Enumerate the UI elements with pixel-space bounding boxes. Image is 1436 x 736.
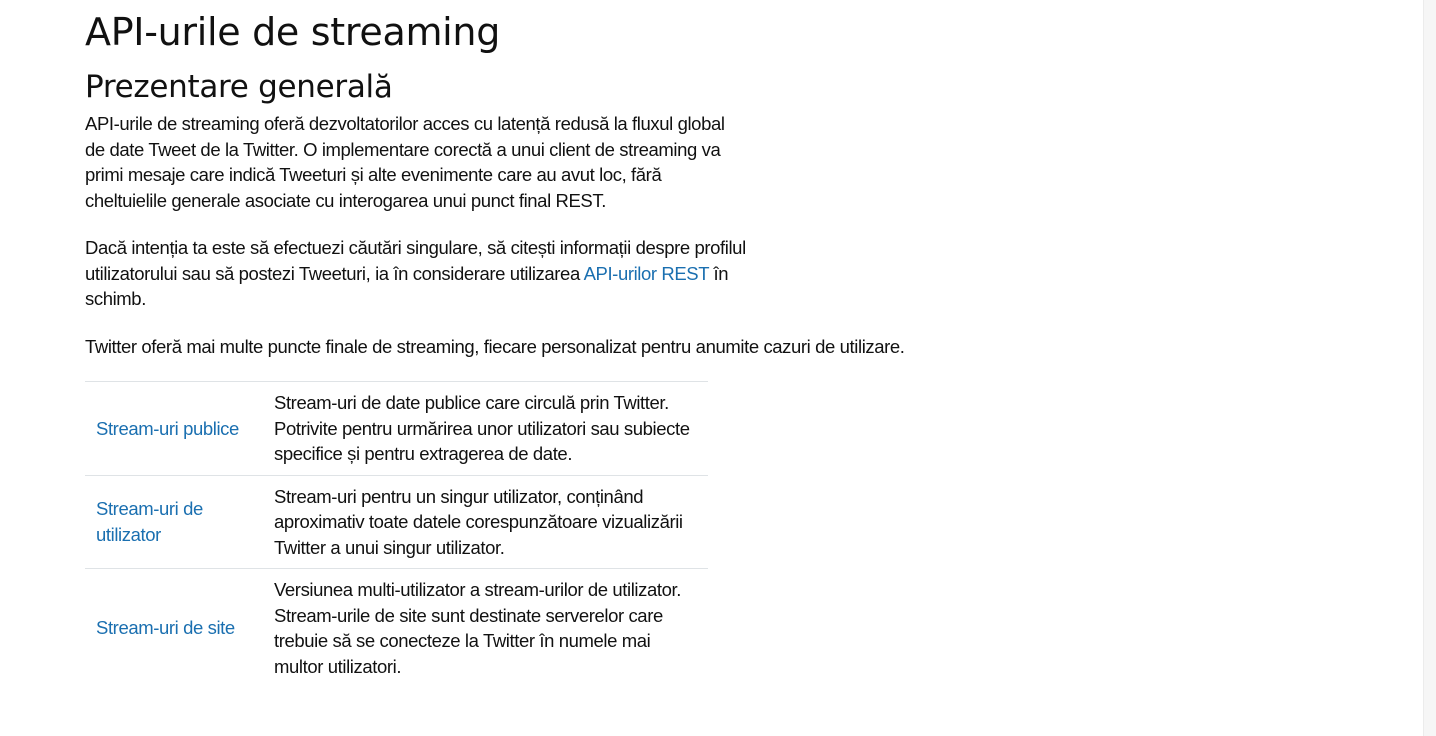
- table-row: [85, 475, 708, 569]
- stream-type-cell: [85, 475, 274, 569]
- user-streams-link[interactable]: Stream-uri de utilizator: [96, 498, 203, 545]
- stream-type-cell: [85, 382, 274, 476]
- vertical-scrollbar[interactable]: [1423, 0, 1436, 736]
- table-row: [85, 382, 708, 476]
- endpoints-paragraph: Twitter oferă mai multe puncte finale de streaming, fiecare personalizat pentru anumite cazuri de utilizare.: [85, 335, 905, 357]
- stream-description: Stream-uri pentru un singur utilizator, conținând aproximativ toate datele corespunzătoare vizualizării Twitter a unui singur utilizator.: [274, 485, 683, 558]
- rest-api-paragraph: [85, 235, 765, 312]
- stream-type-cell: [85, 569, 274, 688]
- stream-description: Stream-uri de date publice care circulă prin Twitter. Potrivite pentru urmărirea unor utilizatori sau subiecte specifice și pentru extragerea de date.: [274, 392, 690, 464]
- rest-api-link[interactable]: API-urilor REST: [583, 262, 709, 284]
- rest-api-text-after: în schimb.: [85, 262, 729, 309]
- public-streams-link[interactable]: Stream-uri publice: [96, 417, 239, 439]
- table-row: [85, 569, 708, 688]
- section-title: Prezentare generală: [85, 69, 393, 105]
- article: [85, 0, 905, 687]
- stream-description: Versiunea multi-utilizator a stream-urilor de utilizator. Stream-urile de site sunt destinate serverelor care trebuie să se conecteze la Twitter în numele mai multor utilizatori.: [274, 579, 681, 677]
- rest-api-text-before: Dacă intenția ta este să efectuezi căutări singulare, să citești informații despre profilul utilizatorului sau să postezi Tweeturi, ia în considerare utilizarea: [85, 237, 746, 284]
- streams-table: [85, 381, 708, 687]
- site-streams-link[interactable]: Stream-uri de site: [96, 617, 235, 639]
- page-title: API-urile de streaming: [85, 10, 501, 54]
- intro-paragraph: API-urile de streaming oferă dezvoltatorilor acces cu latență redusă la fluxul global de date Tweet de la Twitter. O implementare corectă a unui client de streaming va primi mesaje care indică Tweeturi și alte evenimente care au avut loc, fără cheltuielile generale asociate cu interogarea unui punct final REST.: [85, 113, 725, 211]
